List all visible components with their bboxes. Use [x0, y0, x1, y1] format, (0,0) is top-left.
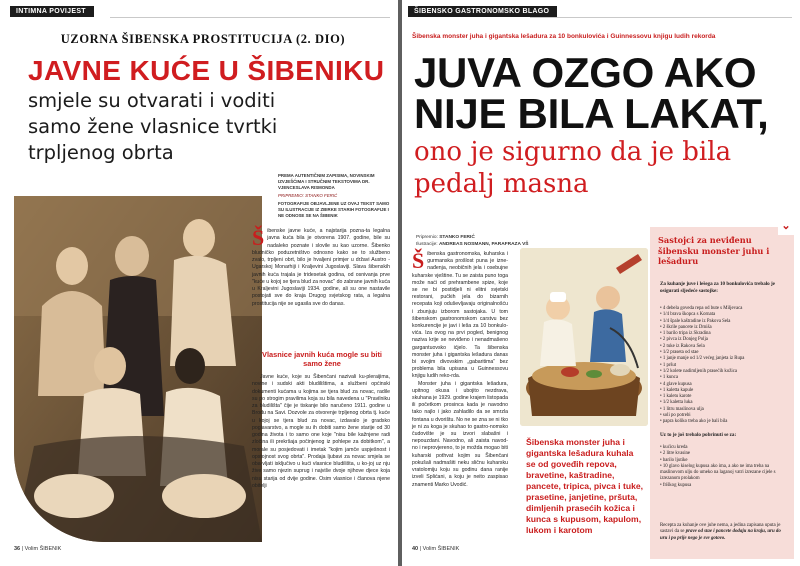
- page-number-right: 40: [412, 546, 419, 552]
- article-subhead: Vlasnice javnih kuća mogle su biti samo žene: [262, 350, 382, 368]
- recipe-italic: prave od stae i pancete dodaju na kraju, uru do uru i po prije nego je sve gotovo.: [660, 529, 781, 541]
- magazine-name-left: Volim ŠIBENIK: [24, 546, 62, 552]
- list-item: • 2 pivca iz Donjeg Polja: [660, 337, 788, 343]
- list-item: • 2 škrile pancete iz Drniša: [660, 325, 788, 331]
- extra-ingredients-list: [660, 445, 788, 489]
- ingredients-list: [660, 306, 788, 426]
- article-kicker: UZORNA ŠIBENSKA PROSTITUCIJA (2. DIO): [60, 32, 346, 46]
- magazine-name-right: Volim ŠIBENIK: [422, 546, 460, 552]
- article-paragraph: Monster juha i gigantska lešadura, upitnog okusa i ubojito nezdrava, skuhana je 1929. godine krajem listopada ili početkom prosinca kada je navodno tako najlo i jako zahladilo da se smrzla fontana u dvorištu. No ne se zna se ni tko je ni za koga je skuhao to gastro-nomsko čudovište je su izvori slabašni i nepouzdani. Navodno, ali zaista navod-no i neprovjereno, to je možda mogao biti kuharski pothvat kojim su Šibenčani pokušali nadmašiti neku sličnu kuharsku vratolomiju koju su godinu dana ranije izveli Splićani, a koju je neito zaspisao znamenti Marko Uvodić.: [412, 380, 508, 488]
- sidebar-intro: Za kuhanje juve i lešega za 10 bonkulovića trebalo je osigurati sljedeće sastojke:: [660, 281, 775, 294]
- list-item: • 1/4 brava škopca s Kornata: [660, 312, 788, 318]
- sidebar-title: Sastojci za neviđenu šibensku monster juhu i lešaduru: [658, 235, 770, 266]
- list-item: • 2 litre kvasine: [660, 451, 788, 457]
- list-item: • friškog kupusa: [660, 483, 788, 489]
- list-item: • papra koliko treba ako je bali bila: [660, 419, 788, 425]
- chevron-down-icon: ⌄: [778, 219, 794, 235]
- dropcap-right: Š: [412, 248, 425, 273]
- tag-rule-right: [530, 17, 792, 18]
- recipe-text: Recepta za kuhanje ove juhe nema, a jedina zapisana uputa je sastavi da se: [660, 523, 781, 535]
- article-paragraph: ibenske javne kuće, a najstarija pozna-ta legalna javna kuća bila je otvorena 1907. godine, bile su nadaleko poznate i slovile su kao uzorne. Šibenko bludničko poduzetništvo odnosno kako se to službeno zvalo, trpljeni obrt, bilo je hvaljeni primjer u državi Austro - Ugarskoj Monarhiji i Kraljevini Jugoslaviji. Slava šibenskih javnih kuća trajala je tridesetak godina, od osnivanja prve "kuće u kojoj se tjera blud za novac" do zabrane javnih kuća u Kraljevini Jugoslaviji 1934. godine, ali su one nastavile postojati sve do kraja Drugog svjetskog rata, a legalna prostitucija nije se ugasila sve do danas.: [252, 228, 390, 307]
- list-item: • 1 barilo tripa iz Skradina: [660, 331, 788, 337]
- list-item: • 4 glave kupusa: [660, 382, 788, 388]
- list-item: • 1/4 špale kaštradine iz Pakova Sela: [660, 319, 788, 325]
- dropcap-left: Š: [252, 225, 265, 250]
- page-folio-right: 40 | Volim ŠIBENIK: [412, 546, 460, 552]
- vintage-photo: [14, 196, 265, 542]
- sidebar-lead-2: Uz to je još trebalo pobrinuti se za:: [660, 432, 737, 438]
- headline-red: JAVNE KUĆE U ŠIBENIKU: [28, 55, 385, 86]
- list-item: • 1 kunca: [660, 375, 788, 381]
- article-deck: Šibenska monster juha i gigantska lešadura za 10 bonkulovića i Guinnessovu knjigu ludih rekorda: [412, 33, 716, 40]
- credit-value: STANKO FERIĆ: [439, 235, 475, 240]
- list-item: • 1/2 kolete nadimljenih prasećih kožica: [660, 369, 788, 375]
- list-item: • kućicu kreda: [660, 445, 788, 451]
- list-item: • 1 janje manje od 1/2 većeg janjeta iz Rupa: [660, 356, 788, 362]
- list-item: • 1 litru maslinova ulja: [660, 407, 788, 413]
- list-item: • 1/2 kaletta luka: [660, 400, 788, 406]
- left-page: [0, 0, 398, 566]
- list-item: • 1 kaletu karote: [660, 394, 788, 400]
- list-item: • barilo ljutike: [660, 458, 788, 464]
- article-column-1: [412, 248, 508, 489]
- list-item: • 4 debela goveda repa od bute s Miljevaca: [660, 306, 788, 312]
- article-body-left-2: Javne kuće, koje su Šibenčani nazivali ku-pleraijima, novine i sudski akti bludilištima, a službeni općinski dokumenti kućama u kojima se tjera blud za novac, radile su po strogim pravilima koja su bila navedena u "Pravilniku za bludilišta" čije je tiskanje bilo naručeno 1911. godine u Brodu na Savi. Dozvole za otvorenje trpljenog obrta tj. kuće u kojoj se tjera blud za novac, izdavalo je gradsko poglavarstvo, a mogle su ih dobiti samo žene starije od 30 godina života i to samo one koje "nisu bile kažnjene radi zločina ili prekršaja počinjenog iz pohlepe za dobitkom", a morale su posjedovati i imetak "kojim jamče uspješnost i opstojnost svog obrta". Prodaja ljubavi za novac smjela se oba-vljati isključivo u kući vlasnice bludilišta, u ko-joj uz nju žive samo njezin suprug i najviše dvoje njihove djece koja nisu starija od dvije godine. Osim vlasnice i članova njene obitelji: [252, 374, 390, 489]
- right-page: [402, 0, 800, 566]
- article-body-left-1: [252, 225, 390, 308]
- pull-quote: Šibenska monster juha i gigantska lešadura kuhala se od goveđih repova, bravetine, kaštradine, pancete, tripica, pivca i tuke, prasetine, janjetine, pršuta, dimljenih prasećih kožica i kunca s kupusom, kapulom, lukom i karotom: [526, 437, 644, 535]
- recipe-note: [660, 523, 788, 542]
- headline-subtitle: smjele su otvarati i voditi samo žene vlasnice tvrtki trpljenog obrta: [28, 89, 278, 164]
- list-item: • 2 tuke iz Rakova Sela: [660, 344, 788, 350]
- page-number-left: 36: [14, 546, 21, 552]
- page-folio-left: 36 | Volim ŠIBENIK: [14, 546, 62, 552]
- tag-rule-left: [110, 17, 390, 18]
- credit-label: Ilustracije:: [416, 241, 438, 247]
- section-tag-right: ŠIBENSKO GASTRONOMSKO BLAGO: [408, 6, 557, 17]
- list-item: • 10 glavo kiselog kupusa ako ima, a ako ne ima treba na maslinovom ulju do umeko na laganoj vatri izrezane cijele s izrezanom prolakom: [660, 464, 788, 483]
- headline-big: JUVA OZGO AKO NIJE BILA LAKAT,: [414, 49, 769, 137]
- article-paragraph: ibenska gastronomska, kuharska i gurmanska prošlost puna je izne-nađenja, neobičnih jela i osebujne kuharske vještine. Tu se zaista puno toga može naći od prehrambene spize, koje se ne bi postidjeli ni elitni svjetski restorani, pučkih jela do bizarnih recepata koji oduševljavaju originalnošću i zbunjuju izborom sastojaka. U tom šibenskom gastronomskom carstvu bez konkurencije je javi i leša za 10 bonkulo-vića. Iza ovog na prvi pogled, benignog naziva krije se neviđeno i nenadmašeno gargantuovsko ićjelo. Ta šibenska monster juha i gigantska lešadura danas bi svojim divovskim „gabaritima” bez problema bila upisana u Guinnessovu knjigu ludih reko-rda.: [412, 251, 508, 380]
- credit-photo-note: FOTOGRAFIJE OBJAVLJENE UZ OVAJ TEKST SAMO SU ILUSTRACIJE IZ ZBIRKE STARIH FOTOGRAFIJE I NE ODNOSE SE NA ŠIBENIK: [278, 201, 390, 218]
- cooking-illustration-drawing: [520, 248, 648, 426]
- list-item: • 1/2 praseta od stae: [660, 350, 788, 356]
- list-item: • soli po potrebi: [660, 413, 788, 419]
- credit-author: PRIPREMIO: STANKO FERIĆ: [278, 193, 338, 198]
- vintage-photo-illustration: [14, 196, 265, 542]
- article-credits-right: [416, 235, 596, 248]
- credit-source: PREMA AUTENTIČNIM ZAPISIMA, NOVINSKIM IZVJEŠĆIMA I STRUČNIM TEKSTOVIMA DR. VJENCESLAVA RISMONDA: [278, 173, 375, 190]
- section-tag-left: INTIMNA POVIJEST: [10, 6, 94, 17]
- credit-label: Pripremio:: [416, 235, 438, 240]
- article-credits: [278, 173, 390, 219]
- cooking-illustration: [520, 248, 648, 426]
- list-item: • 1 pršut: [660, 363, 788, 369]
- list-item: • 1 kaletta kapule: [660, 388, 788, 394]
- headline-red-right: ono je sigurno da je bila pedalj masna: [414, 137, 732, 199]
- credit-value: ANDREAS NOSMANN, PARAFRAZA VŠ: [438, 241, 529, 247]
- ingredients-sidebar: [650, 220, 794, 559]
